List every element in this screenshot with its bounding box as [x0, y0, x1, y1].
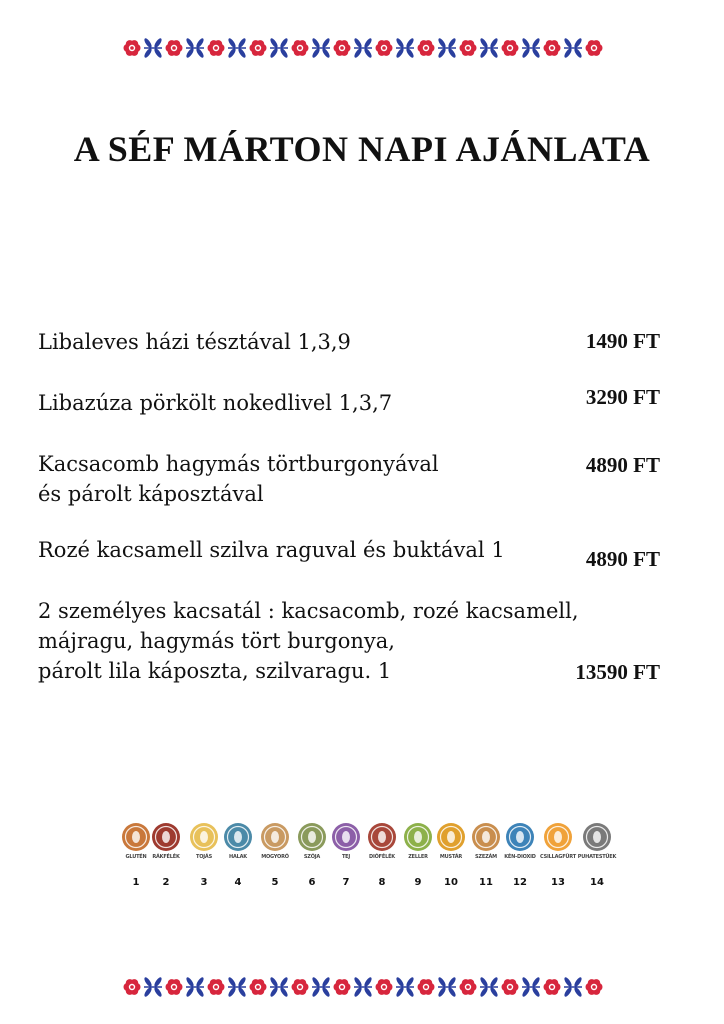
menu-item-line: májragu, hagymás tört burgonya,	[38, 629, 395, 653]
sulphite-icon	[506, 823, 534, 851]
lupin-icon	[544, 823, 572, 851]
fish-icon	[224, 823, 252, 851]
folk-leaf-icon	[227, 37, 247, 59]
menu-item-line: Libaleves házi tésztával 1,3,9	[38, 330, 351, 354]
folk-flower-icon	[544, 979, 561, 995]
folk-leaf-icon	[521, 976, 541, 998]
folk-flower-icon	[292, 979, 309, 995]
menu-item	[38, 388, 558, 418]
menu-item-price: 4890 FT	[585, 547, 660, 571]
menu-item-price: 13590 FT	[575, 660, 660, 684]
allergen-item	[326, 823, 366, 888]
folk-flower-icon	[334, 40, 351, 56]
allergen-number: 9	[414, 877, 422, 888]
folk-flower-icon	[460, 979, 477, 995]
allergen-item	[362, 823, 402, 888]
folk-border-bottom	[122, 975, 610, 999]
folk-leaf-icon	[185, 37, 205, 59]
allergen-number: 8	[378, 877, 386, 888]
menu-item	[38, 327, 558, 357]
page-title: A SÉF MÁRTON NAPI AJÁNLATA	[73, 129, 651, 169]
menu-item	[38, 535, 558, 565]
folk-flower-icon	[376, 979, 393, 995]
allergen-label: MOGYORÓ	[261, 854, 289, 860]
folk-leaf-icon	[143, 976, 163, 998]
allergen-number: 4	[234, 877, 242, 888]
menu-item-price: 1490 FT	[585, 329, 660, 353]
folk-flower-icon	[544, 40, 561, 56]
allergen-number: 6	[308, 877, 316, 888]
allergen-number: 11	[479, 877, 493, 888]
allergen-label: RÁKFÉLÉK	[152, 854, 180, 860]
menu-item-line: és párolt káposztával	[38, 482, 264, 506]
folk-flower-icon	[334, 979, 351, 995]
allergen-label: DIÓFÉLÉK	[369, 854, 395, 860]
allergen-number: 5	[271, 877, 279, 888]
mustard-icon	[437, 823, 465, 851]
folk-leaf-icon	[185, 976, 205, 998]
folk-flower-icon	[586, 40, 603, 56]
folk-flower-icon	[124, 40, 141, 56]
folk-flower-icon	[208, 40, 225, 56]
folk-flower-icon	[586, 979, 603, 995]
folk-flower-icon	[502, 40, 519, 56]
folk-leaf-icon	[269, 976, 289, 998]
mollusc-icon	[583, 823, 611, 851]
allergen-item	[577, 823, 617, 888]
folk-flower-icon	[418, 40, 435, 56]
folk-leaf-icon	[353, 37, 373, 59]
allergen-item	[255, 823, 295, 888]
folk-flower-icon	[166, 979, 183, 995]
folk-leaf-icon	[437, 976, 457, 998]
allergen-item	[538, 823, 578, 888]
allergen-number: 1	[132, 877, 140, 888]
menu-item-line: Rozé kacsamell szilva raguval és buktával 1	[38, 538, 505, 562]
folk-leaf-icon	[479, 37, 499, 59]
allergen-label: CSILLAGFÜRT	[540, 854, 576, 860]
folk-flower-icon	[250, 40, 267, 56]
folk-leaf-icon	[395, 976, 415, 998]
folk-flower-icon	[250, 979, 267, 995]
allergen-number: 10	[444, 877, 458, 888]
folk-leaf-icon	[227, 976, 247, 998]
peanut-icon	[261, 823, 289, 851]
folk-leaf-icon	[395, 37, 415, 59]
allergen-label: PUHATESTŰEK	[577, 854, 617, 860]
menu-item	[38, 449, 558, 509]
allergen-number: 2	[162, 877, 170, 888]
allergen-number: 13	[551, 877, 565, 888]
allergen-number: 14	[590, 877, 604, 888]
allergen-item	[146, 823, 186, 888]
allergen-legend	[118, 823, 618, 893]
folk-flower-icon	[418, 979, 435, 995]
folk-leaf-icon	[353, 976, 373, 998]
menu-item	[38, 596, 579, 686]
allergen-label: GLUTÉN	[125, 854, 147, 860]
allergen-label: HALAK	[229, 854, 247, 860]
folk-flower-icon	[208, 979, 225, 995]
folk-leaf-icon	[311, 37, 331, 59]
folk-leaf-icon	[521, 37, 541, 59]
allergen-label: TEJ	[341, 854, 351, 860]
egg-icon	[190, 823, 218, 851]
allergen-label: ZELLER	[408, 854, 428, 860]
folk-flower-icon	[166, 40, 183, 56]
allergen-item	[431, 823, 471, 888]
menu-item-price: 4890 FT	[585, 453, 660, 477]
menu-item-price: 3290 FT	[585, 385, 660, 409]
allergen-number: 12	[513, 877, 527, 888]
nuts-icon	[368, 823, 396, 851]
allergen-item	[500, 823, 540, 888]
folk-border-top	[122, 36, 610, 60]
folk-flower-icon	[292, 40, 309, 56]
allergen-label: SZEZÁM	[475, 854, 497, 860]
celery-icon	[404, 823, 432, 851]
crustacean-icon	[152, 823, 180, 851]
folk-flower-icon	[460, 40, 477, 56]
folk-leaf-icon	[269, 37, 289, 59]
allergen-label: KÉN-DIOXID	[504, 854, 536, 860]
folk-leaf-icon	[311, 976, 331, 998]
allergen-label: MUSTÁR	[439, 854, 463, 860]
allergen-number: 7	[342, 877, 350, 888]
folk-flower-icon	[124, 979, 141, 995]
allergen-item	[218, 823, 258, 888]
menu-item-line: párolt lila káposzta, szilvaragu. 1	[38, 659, 392, 683]
menu-item-line: 2 személyes kacsatál : kacsacomb, rozé kacsamell,	[38, 599, 579, 623]
milk-icon	[332, 823, 360, 851]
folk-flower-icon	[502, 979, 519, 995]
folk-flower-icon	[376, 40, 393, 56]
allergen-number: 3	[200, 877, 208, 888]
soy-icon	[298, 823, 326, 851]
folk-leaf-icon	[563, 976, 583, 998]
folk-leaf-icon	[479, 976, 499, 998]
folk-leaf-icon	[143, 37, 163, 59]
folk-leaf-icon	[563, 37, 583, 59]
allergen-label: TOJÁS	[196, 854, 212, 860]
folk-leaf-icon	[437, 37, 457, 59]
allergen-label: SZÓJA	[303, 854, 321, 860]
menu-item-line: Libazúza pörkölt nokedlivel 1,3,7	[38, 391, 393, 415]
menu-item-line: Kacsacomb hagymás törtburgonyával	[38, 452, 439, 476]
sesame-icon	[472, 823, 500, 851]
